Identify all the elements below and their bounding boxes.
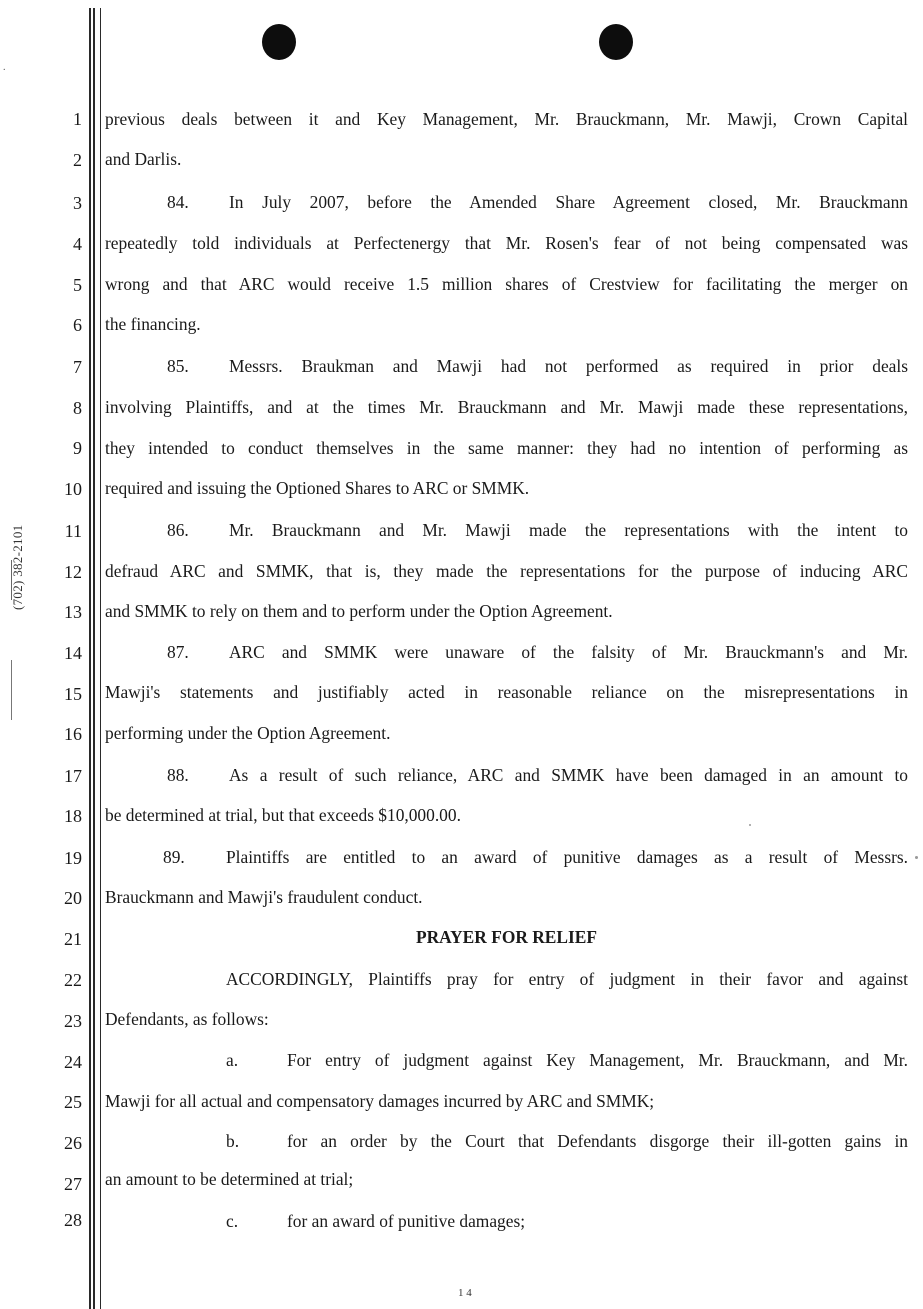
line-number: 13 [64,602,82,622]
text-line: be determined at trial, but that exceeds $10,000.00. [105,805,461,825]
text-line: In July 2007, before the Amended Share Agreement closed, Mr. Brauckmann [229,192,908,212]
list-item-letter: b. [226,1131,240,1151]
paragraph-number: 89. [163,847,185,867]
line-number: 18 [64,806,82,826]
line-number: 11 [64,521,82,541]
scan-speck [749,824,751,826]
line-number: 4 [73,234,82,254]
line-number: 26 [64,1133,82,1153]
line-number: 9 [73,438,82,458]
pleading-rule-left-inner [93,8,95,1309]
line-number: 24 [64,1052,82,1072]
line-number: 28 [64,1210,82,1230]
line-number: 22 [64,970,82,990]
text-line: previous deals between it and Key Management, Mr. Brauckmann, Mr. Mawji, Crown Capital [105,109,908,129]
firm-phone-number: (702) 382-2101 [10,524,25,610]
text-line: required and issuing the Optioned Shares to ARC or SMMK. [105,478,530,498]
line-number: 23 [64,1011,82,1031]
line-number: 14 [64,643,82,663]
text-line: and Darlis. [105,149,182,169]
line-number: 3 [73,193,82,213]
line-number: 27 [64,1174,82,1194]
text-line: Brauckmann and Mawji's fraudulent conduct. [105,887,423,907]
line-number: 7 [73,357,82,377]
text-line: ARC and SMMK were unaware of the falsity of Mr. Brauckmann's and Mr. [229,642,908,662]
paragraph-number: 87. [167,642,189,662]
pleading-rule-left-outer [89,8,91,1309]
page-number-mark: 1 4 [458,1287,472,1299]
paragraph-number: 85. [167,356,189,376]
line-number: 6 [73,315,82,335]
line-number: 10 [64,479,82,499]
line-number: 17 [64,766,82,786]
margin-mark: . [3,62,6,73]
paragraph-number: 86. [167,520,189,540]
text-line: the financing. [105,314,201,334]
text-line: they intended to conduct themselves in the same manner: they had no intention of performing as [105,438,908,458]
line-number: 20 [64,888,82,908]
text-line: an amount to be determined at trial; [105,1169,354,1189]
line-number: 12 [64,562,82,582]
text-line: repeatedly told individuals at Perfectenergy that Mr. Rosen's fear of not being compensated was [105,233,908,253]
text-line: Plaintiffs are entitled to an award of punitive damages as a result of Messrs. [226,847,908,867]
line-number: 25 [64,1092,82,1112]
list-item-letter: a. [226,1050,239,1070]
text-line: For entry of judgment against Key Management, Mr. Brauckmann, and Mr. [287,1050,908,1070]
text-line: for an award of punitive damages; [287,1211,526,1231]
text-line: and SMMK to rely on them and to perform under the Option Agreement. [105,601,613,621]
text-line: involving Plaintiffs, and at the times Mr. Brauckmann and Mr. Mawji made these representations, [105,397,908,417]
paragraph-number: 84. [167,192,189,212]
line-number: 2 [73,150,82,170]
text-line: Mawji's statements and justifiably acted in reasonable reliance on the misrepresentations in [105,682,908,702]
line-number: 21 [64,929,82,949]
section-heading: PRAYER FOR RELIEF [415,927,597,947]
text-line: defraud ARC and SMMK, that is, they made the representations for the purpose of inducing ARC [105,561,908,581]
margin-tick-lower [11,660,12,720]
line-number: 15 [64,684,82,704]
text-line: performing under the Option Agreement. [105,723,391,743]
line-number: 16 [64,724,82,744]
pleading-rule-text-edge [100,8,101,1309]
line-number: 1 [73,109,82,129]
text-line: Mawji for all actual and compensatory damages incurred by ARC and SMMK; [105,1091,655,1111]
text-line: Messrs. Braukman and Mawji had not performed as required in prior deals [229,356,908,376]
punch-hole-right [599,24,633,60]
text-line: wrong and that ARC would receive 1.5 million shares of Crestview for facilitating the merger on [105,274,908,294]
text-line: As a result of such reliance, ARC and SMMK have been damaged in an amount to [229,765,908,785]
line-number: 8 [73,398,82,418]
line-number: 5 [73,275,82,295]
punch-hole-left [262,24,296,60]
text-line: Mr. Brauckmann and Mr. Mawji made the representations with the intent to [229,520,908,540]
text-line: for an order by the Court that Defendants disgorge their ill-gotten gains in [287,1131,908,1151]
list-item-letter: c. [226,1211,239,1231]
paragraph-number: 88. [167,765,189,785]
text-line: ACCORDINGLY, Plaintiffs pray for entry of judgment in their favor and against [226,969,908,989]
scan-speck [915,856,918,859]
line-number: 19 [64,848,82,868]
text-line: Defendants, as follows: [105,1009,269,1029]
